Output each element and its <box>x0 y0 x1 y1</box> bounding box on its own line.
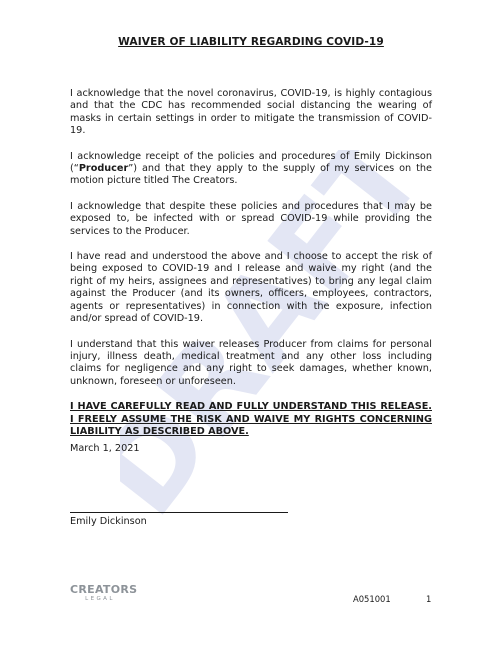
document-code: A051001 <box>353 594 391 604</box>
signatory-name: Emily Dickinson <box>70 516 147 527</box>
logo-wordmark: CREATORS <box>70 583 138 596</box>
page-number: 1 <box>426 594 432 604</box>
paragraph-policies-text-start: I acknowledge receipt of the policies and procedures of Emily Dickinson (“ <box>70 150 432 175</box>
paragraph-claims-release: I understand that this waiver releases Producer from claims for personal injury, illness death, medical treatment and any other loss including claims for negligence and any right to seek damages, whether known, unknown, foreseen or unforeseen. <box>70 338 432 387</box>
document-title: WAIVER OF LIABILITY REGARDING COVID-19 <box>118 36 384 48</box>
signature-line <box>70 512 288 513</box>
creators-legal-logo <box>70 583 138 603</box>
producer-term: Producer <box>78 163 129 175</box>
document-body <box>70 36 432 438</box>
paragraph-policies-receipt <box>70 151 432 188</box>
paragraph-covid-acknowledgement: I acknowledge that the novel coronavirus, COVID-19, is highly contagious and that the CDC has recommended social distancing the wearing of masks in certain settings in order to mitigate the transmission of COVID-19. <box>70 88 432 137</box>
watermark-text: DRAFT <box>120 150 440 530</box>
paragraph-policies-text-end: ”) and that they apply to the supply of my services on the motion picture titled The Creators. <box>70 163 432 187</box>
paragraph-exposure-risk: I acknowledge that despite these policies and procedures that I may be exposed to, be infected with or spread COVID-19 while providing the services to the Producer. <box>70 200 432 237</box>
paragraph-release-waiver: I have read and understood the above and I choose to accept the risk of being exposed to COVID-19 and I release and waive my right (and the right of my heirs, assignees and representatives) to bring any legal claim against the Producer (and its owners, officers, employees, contractors, agents or representatives) in connection with the exposure, infection and/or spread of COVID-19. <box>70 251 432 325</box>
acknowledgement-statement: I HAVE CAREFULLY READ AND FULLY UNDERSTAND THIS RELEASE. I FREELY ASSUME THE RISK AND WAIVE MY RIGHTS CONCERNING LIABILITY AS DESCRIBED ABOVE. <box>70 401 432 437</box>
logo-subtext: LEGAL <box>85 596 115 602</box>
signature-date: March 1, 2021 <box>70 443 140 454</box>
